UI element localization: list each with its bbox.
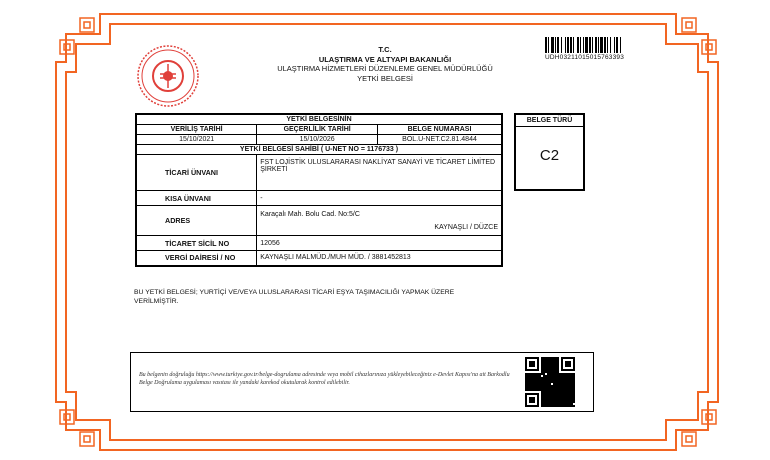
certificate-type-box <box>514 113 585 191</box>
barcode-icon <box>545 37 665 53</box>
certificate-type-title: BELGE TÜRÜ <box>516 115 583 127</box>
barcode <box>545 37 665 61</box>
tax-office-value: KAYNAŞLI MALMÜD./MUH MÜD. / 3881452813 <box>257 251 502 266</box>
verification-text: Bu belgenin doğruluğu https://www.turkiye.gov.tr/belge-dogrulama adresinde veya mobil cihazlarınıza yükleyebileceğiniz e-Devlet Kapısı'na ait Barkodlu Belge Doğrulama uygulaması vasıtası ile yandaki karekod okutularak kontrol edilebilir. <box>139 372 510 386</box>
certificate-number: BOL.U-NET.C2.81.4844 <box>378 135 502 145</box>
issue-date: 15/10/2021 <box>136 135 257 145</box>
tax-office-label: VERGİ DAİRESİ / NO <box>136 251 257 266</box>
directorate-name: ULAŞTIRMA HİZMETLERİ DÜZENLEME GENEL MÜDÜRLÜĞÜ <box>277 64 493 73</box>
header-tc: T.C. <box>378 45 392 54</box>
document-type-title: YETKİ BELGESİ <box>357 73 413 83</box>
certificate-type-value: C2 <box>539 147 560 164</box>
section-title: YETKİ BELGESİNİN <box>136 114 502 125</box>
issue-date-header: VERİLİŞ TARİHİ <box>136 125 257 135</box>
validity-date: 15/10/2026 <box>257 135 378 145</box>
short-name-label: KISA ÜNVANI <box>136 191 257 206</box>
validity-date-header: GEÇERLİLİK TARİHİ <box>257 125 378 135</box>
trade-registry-label: TİCARET SİCİL NO <box>136 236 257 251</box>
certificate-number-header: BELGE NUMARASI <box>378 125 502 135</box>
ministry-seal-icon <box>136 44 200 108</box>
address-label: ADRES <box>136 206 257 236</box>
address-cell <box>257 206 502 236</box>
barcode-number: UDH03211015015763393 <box>545 54 625 61</box>
document-header <box>230 45 540 83</box>
short-name-value: - <box>257 191 502 206</box>
trade-registry-value: 12056 <box>257 236 502 251</box>
qr-code-icon <box>525 357 575 407</box>
trade-name-label: TİCARİ ÜNVANI <box>136 155 257 191</box>
verification-box <box>130 352 594 412</box>
ministry-name: ULAŞTIRMA VE ALTYAPI BAKANLIĞI <box>318 54 452 64</box>
authorization-text: BU YETKİ BELGESİ; YURTİÇİ VE/VEYA ULUSLARARASI TİCARİ EŞYA TAŞIMACILIĞI YAPMAK ÜZERE VERİLMİŞTİR. <box>134 289 455 305</box>
owner-title: YETKİ BELGESİ SAHİBİ ( U-NET NO = 1176733 ) <box>136 145 502 155</box>
certificate-table <box>135 113 503 267</box>
trade-name-value: FST LOJİSTİK ULUSLARARASI NAKLİYAT SANAYİ VE TİCARET LİMİTED ŞİRKETİ <box>257 155 502 191</box>
address-street: Karaçalı Mah. Bolu Cad. No:5/C <box>260 210 360 218</box>
address-city: KAYNAŞLI / DÜZCE <box>434 223 498 231</box>
